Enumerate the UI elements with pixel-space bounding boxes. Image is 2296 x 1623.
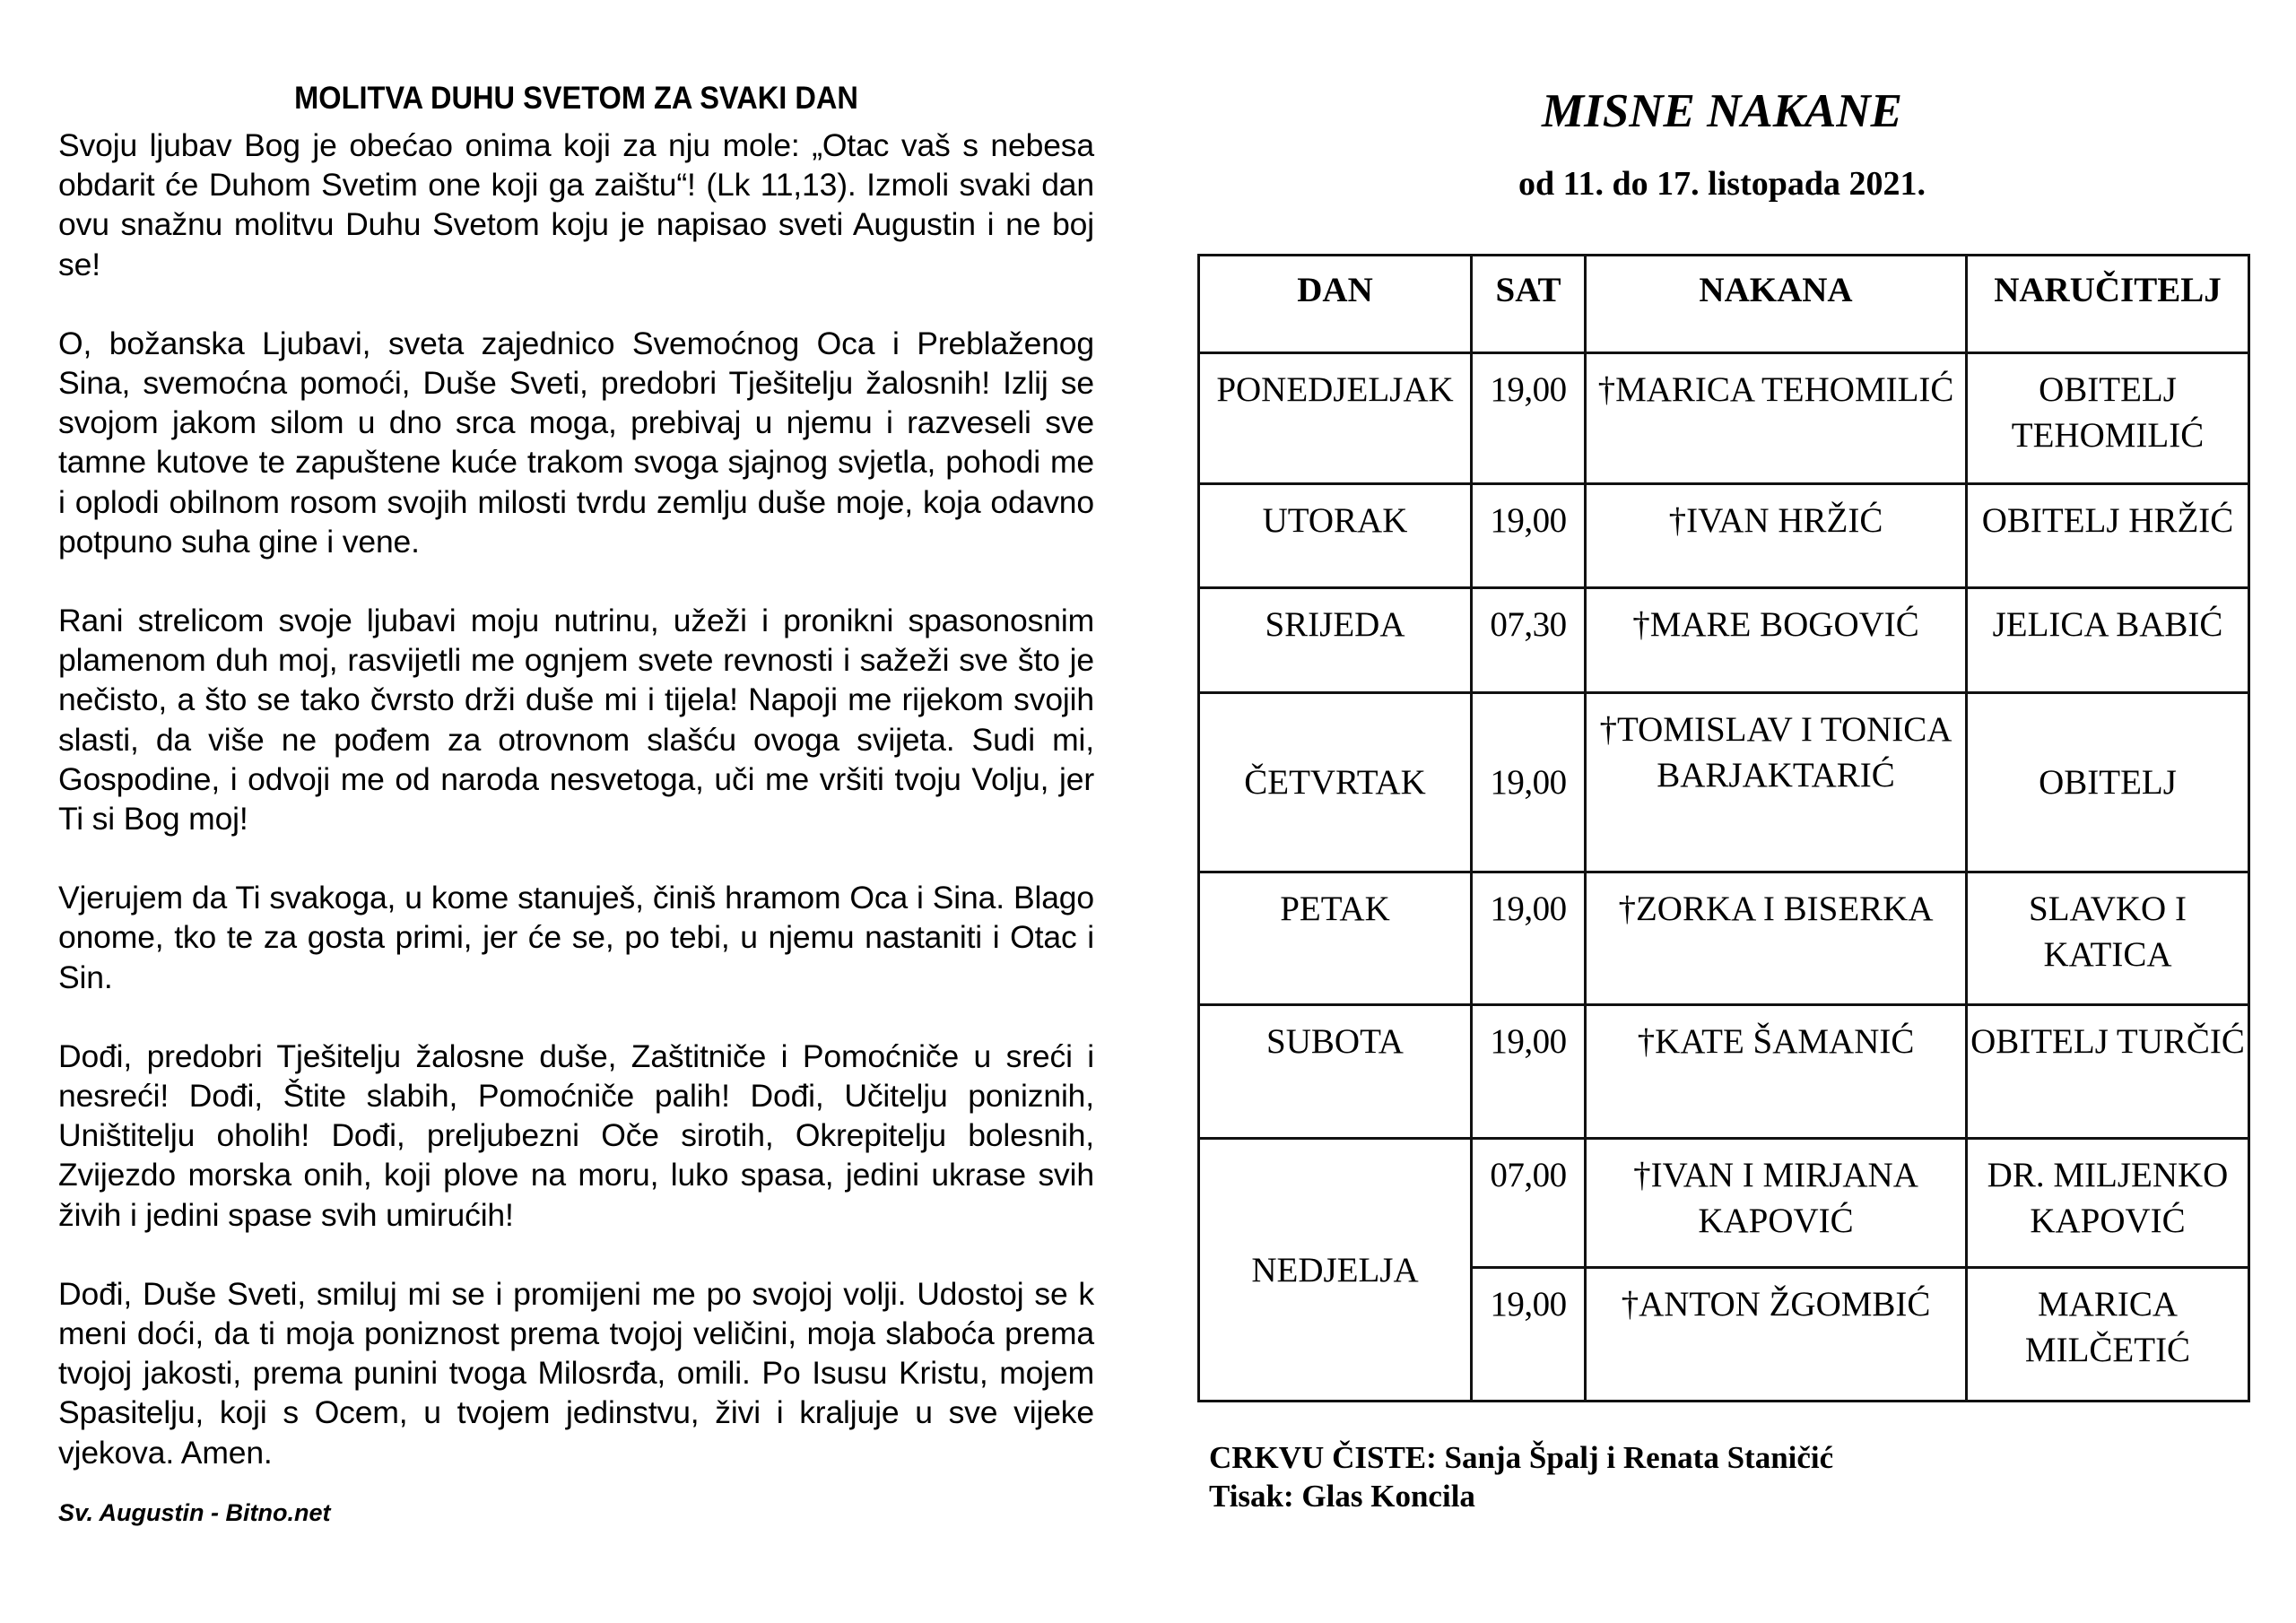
prayer-paragraph: Vjerujem da Ti svakoga, u kome stanuješ, činiš hramom Oca i Sina. Blago onome, tko te za gosta primi, jer će se, po tebi, u njemu nastaniti i Otac i Sin. [58,880,1094,995]
footer-print: Tisak: Glas Koncila [1209,1479,1475,1514]
cell-sat: 07,00 [1472,1139,1586,1268]
cell-nakana: †KATE ŠAMANIĆ [1586,1005,1967,1139]
cell-sat: 19,00 [1472,872,1586,1005]
mass-intentions-table [1197,254,2250,1402]
cell-narucitelj: DR. MILJENKO KAPOVIĆ [1967,1139,2249,1268]
table-row [1199,353,2249,484]
cell-nakana: †MARICA TEHOMILIĆ [1586,353,1967,484]
cell-narucitelj: MARICA MILČETIĆ [1967,1268,2249,1402]
prayer-paragraph: O, božanska Ljubavi, sveta zajednico Svemoćnog Oca i Preblaženog Sina, svemoćna pomoći, Duše Sveti, predobri Tješitelju žalosnih! Izlij se svojom jakom silom u dno srca moga, prebivaj u njemu i razveseli sve tamne kutove te zapuštene kuće trakom svoga sjajnog svjetla, pohodi me i oplodi obilnom rosom svojih milosti tvrdu zemlju duše moje, koja odavno potpuno suha gine i vene. [58,325,1094,560]
cell-sat: 19,00 [1472,1005,1586,1139]
cell-narucitelj: JELICA BABIĆ [1967,588,2249,693]
cell-nakana: †IVAN HRŽIĆ [1586,484,1967,588]
cell-dan: ČETVRTAK [1199,693,1472,872]
table-row [1199,1005,2249,1139]
cell-sat: 07,30 [1472,588,1586,693]
footer [1209,1438,1833,1515]
cell-narucitelj: OBITELJ [1967,693,2249,872]
prayer-title: MOLITVA DUHU SVETOM ZA SVAKI DAN [294,81,858,116]
cell-narucitelj: OBITELJ HRŽIĆ [1967,484,2249,588]
prayer-paragraph: Svoju ljubav Bog je obećao onima koji za nju mole: „Otac vaš s nebesa obdarit će Duhom Svetim one koji ga zaištu“! (Lk 11,13). Izmoli svaki dan ovu snažnu molitvu Duhu Svetom koju je napisao sveti Augustin i ne boj se! [58,127,1094,282]
cell-dan: UTORAK [1199,484,1472,588]
cell-narucitelj: OBITELJ TEHOMILIĆ [1967,353,2249,484]
prayer-paragraph: Dođi, predobri Tješitelju žalosne duše, Zaštitniče i Pomoćniče u sreći i nesreći! Dođi, Štite slabih, Pomoćniče palih! Dođi, Učitelju poniznih, Uništitelju oholih! Dođi, preljubezni Oče sirotih, Okrepitelju bolesnih, Zvijezdo morska onih, koji plove na moru, luko spasa, jedini ukrase svih živih i jedini spase svih umirućih! [58,1037,1094,1233]
cell-dan: SUBOTA [1199,1005,1472,1139]
cell-sat: 19,00 [1472,484,1586,588]
prayer-paragraph: Dođi, Duše Sveti, smiluj mi se i promijeni me po svojoj volji. Udostoj se k meni doći, da ti moja poniznost prema tvojoj veličini, moja slaboća prema tvojoj jakosti, prema punini tvoga Milosrđa, omili. Po Isusu Kristu, mojem Spasitelju, koji s Ocem, u tvojem jedinstvu, živi i kraljuje u sve vijeke vjekova. Amen. [58,1275,1094,1471]
cell-nakana: †MARE BOGOVIĆ [1586,588,1967,693]
table-row [1199,484,2249,588]
cell-nakana: †ZORKA I BISERKA [1586,872,1967,1005]
cell-sat: 19,00 [1472,1268,1586,1402]
table-row [1199,693,2249,872]
prayer-paragraph: Rani strelicom svoje ljubavi moju nutrinu, užeži i pronikni spasonosnim plamenom duh moj, rasvijetli me ognjem svete revnosti i sažeži sve što je nečisto, a što se tako čvrsto drži duše mi i tijela! Napoji me rijekom svojih slasti, da više ne pođem za otrovnom slašću ovoga svijeta. Sudi mi, Gospodine, i odvoji me od naroda nesvetoga, uči me vršiti tvoju Volju, jer Ti si Bog moj! [58,603,1094,838]
cell-narucitelj: OBITELJ TURČIĆ [1967,1005,2249,1139]
cell-dan: NEDJELJA [1199,1139,1472,1402]
cell-sat: 19,00 [1472,693,1586,872]
header-nakana: NAKANA [1586,256,1967,353]
nakane-date-range: od 11. do 17. listopada 2021. [1518,165,1926,203]
cell-nakana: †ANTON ŽGOMBIĆ [1586,1268,1967,1402]
header-sat: SAT [1472,256,1586,353]
table-row [1199,588,2249,693]
header-dan: DAN [1199,256,1472,353]
cell-dan: SRIJEDA [1199,588,1472,693]
cell-narucitelj: SLAVKO I KATICA [1967,872,2249,1005]
prayer-source: Sv. Augustin - Bitno.net [58,1498,331,1526]
nakane-title: MISNE NAKANE [1541,85,1903,137]
footer-cleaners: CRKVU ČISTE: Sanja Špalj i Renata Staničić [1209,1440,1834,1475]
table-header-row [1199,256,2249,353]
cell-nakana: †TOMISLAV I TONICA BARJAKTARIĆ [1586,693,1967,872]
cell-sat: 19,00 [1472,353,1586,484]
cell-dan: PONEDJELJAK [1199,353,1472,484]
table-row [1199,872,2249,1005]
header-narucitelj: NARUČITELJ [1967,256,2249,353]
cell-nakana: †IVAN I MIRJANA KAPOVIĆ [1586,1139,1967,1268]
table-row [1199,1139,2249,1268]
prayer-section [58,77,1094,1528]
cell-dan: PETAK [1199,872,1472,1005]
